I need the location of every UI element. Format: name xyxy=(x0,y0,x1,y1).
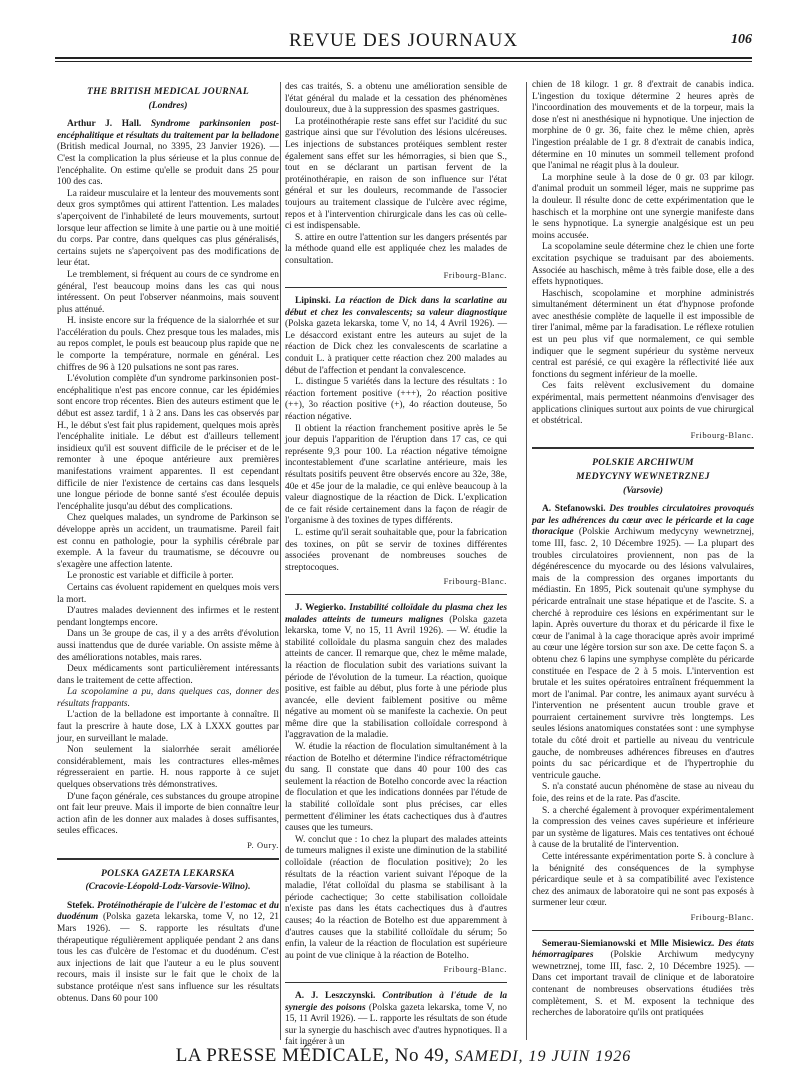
paragraph: S. attire en outre l'attention sur les dangers présentés par la méthode quand elle est appliquée chez les malades de consultation. xyxy=(285,232,507,266)
author-signature: Fribourg-Blanc. xyxy=(443,964,507,975)
article-abstract xyxy=(532,939,754,1020)
section-divider xyxy=(532,447,754,449)
article-divider xyxy=(532,930,754,931)
journal-name: THE BRITISH MEDICAL JOURNAL xyxy=(86,86,250,97)
article-divider xyxy=(285,287,507,288)
column-2 xyxy=(285,82,507,1049)
publication-name: LA PRESSE MÉDICALE, No 49, xyxy=(175,1045,450,1066)
paragraph: D'une façon générale, ces substances du groupe atropine ont fait leur preuve. Mais il importe de bien connaître leur action afin de les donner aux malades à doses suffisantes, seules efficaces. xyxy=(57,791,279,837)
paragraph: L. distingue 5 variétés dans la lecture des résultats : 1o réaction fortement positive (+++), 2o réaction positive (++), 3o réaction positive (+), 4o réaction douteuse, 5o réaction négative. xyxy=(285,377,507,423)
column-1 xyxy=(57,80,279,1005)
paragraph: Ces faits relèvent exclusivement du domaine expérimental, mais permettent néanmoins d'envisager des applications cliniques surtout aux points de vue chirurgical et obstétrical. xyxy=(532,381,754,427)
journal-name: POLSKA GAZETA LEKARSKA xyxy=(100,867,236,879)
article-author: A. Stefanowski. xyxy=(542,504,606,515)
article-divider xyxy=(285,594,507,595)
article-abstract xyxy=(532,504,754,782)
paragraph: Certains cas évoluent rapidement en quelques mois vers la mort. xyxy=(57,582,279,605)
article-title: Des troubles circulatoires provoqués par les adhérences du cœur avec le péricarde et la cage thoracique xyxy=(532,504,755,538)
article-abstract xyxy=(57,901,279,1005)
article-reference: (Polska gazeta lekarska, tome V, no 12, 21 Mars 1926). — S. rapporte les résultats d'une thérapeutique régulièrement appliquée pendant 2 ans dans tous les cas d'ulcère de l'estomac et du duodénum. C'est aux injections de lait que l'auteur a eu le plus souvent recours, mais il insiste sur le fait que le choix de la substance protéique n'est sans influence sur les résultats obtenus. Dans 60 pour 100 xyxy=(57,912,279,1004)
journal-name-line-2: MEDYCYNY WEWNETRZNEJ xyxy=(576,471,710,482)
paragraph: Non seulement la sialorrhée serait améliorée considérablement, mais les contractures elles-mêmes régresseraient en partie. H. nous rapporte à ce sujet quelques observations très démonstratives. xyxy=(57,745,279,791)
paragraph: La morphine seule à la dose de 0 gr. 03 par kilogr. d'animal produit un sommeil léger, mais ne supprime pas la douleur. Il résulte donc de cette expérimentation que le haschisch et la morphine ont une synergie manifeste dans le sens hypnotique. La synergie analgésique est un peu moins accusée. xyxy=(532,172,754,241)
paragraph: La protéinothérapie reste sans effet sur l'acidité du suc gastrique ainsi que sur l'évolution des lésions ulcéreuses. Les injections de substances protéiques semblent rester également sans effet sur les hémorragies, si bien que S., tout en se déclarant un partisan fervent de la protéinothérapie, en raison de son influence sur l'état général et sur les douleurs, recommande de l'associer toujours au traitement classique de l'ulcère avec régime, repos et à l'intervention chirurgicale dans les cas où celle-ci est indispensable. xyxy=(285,116,507,232)
article-title: Contribution à l'étude de la synergie des poisons xyxy=(285,990,508,1013)
section-title: REVUE DES JOURNAUX xyxy=(288,30,519,51)
article-author: Arthur J. Hall. xyxy=(67,119,142,130)
paragraph: S. a cherché également à provoquer expérimentalement la compression des veines caves supérieure et inférieure par un système de ligatures. Mais ces tentatives ont échoué à cause de la brutalité de l'intervention. xyxy=(532,805,754,851)
paragraph: Le tremblement, si fréquent au cours de ce syndrome en général, l'est beaucoup moins dans les cas qui nous intéressent. On peut l'observer néanmoins, mais souvent plus atténué. xyxy=(57,269,279,315)
article-abstract xyxy=(57,119,279,189)
article-title: Instabilité colloïdale du plasma chez les malades atteints de tumeurs malignes xyxy=(285,602,507,625)
article-title: Des états hémorragipares xyxy=(532,938,754,961)
author-signature: Fribourg-Blanc. xyxy=(443,576,507,587)
journal-city: (Cracovie-Léopold-Lodz-Varsovie-Wilno). xyxy=(85,881,251,893)
article-title: Syndrome parkinsonien post-encéphalitique et résultats du traitement par la belladone xyxy=(57,119,280,141)
page-footer xyxy=(55,1045,752,1067)
article-reference: (Polska gazeta lekarska, tome V, no 15, 11 Avril 1926). — L. rapporte les résultats de son étude sur la synergie du haschisch avec d'autres hypnotiques. Il a fait ingérer à un xyxy=(285,1002,507,1048)
header-rule-thin xyxy=(55,61,752,62)
paragraph: des cas traités, S. a obtenu une amélioration sensible de l'état général du malade et la cessation des phénomènes douloureux, due à la suppression des spasmes gastriques. xyxy=(285,82,507,116)
author-signature: P. Oury. xyxy=(247,840,279,850)
column-divider xyxy=(526,82,527,1040)
article-abstract xyxy=(285,296,507,377)
article-reference: (British medical Journal, no 3395, 23 Janvier 1926). — C'est la complication la plus sérieuse et la plus connue de l'encéphalite. On estime qu'elle se produit dans 25 pour 100 des cas. xyxy=(57,142,279,188)
column-3 xyxy=(532,80,754,1020)
paragraph: La raideur musculaire et la lenteur des mouvements sont deux gros symptômes qui attirent l'attention. Les malades s'aperçoivent de l'inhabileté de leurs mouvements, surtout lorsque leur affection se limite à une partie ou à une moitié du corps. Par contre, dans quelques cas plus généralisés, certains sujets ne s'aperçoivent pas des modifications de leur état. xyxy=(57,188,279,269)
journal-city: (Londres) xyxy=(148,99,188,111)
paragraph: L. estime qu'il serait souhaitable que, pour la fabrication des toxines, on pût se servir de toxines différentes associées provenant de nombreuses souches de streptocoques. xyxy=(285,527,507,573)
article-reference: (Polska gazeta lekarska, tome V, no 15, 11 Avril 1926). — W. étudie la stabilité colloïdale du plasma sanguin chez des malades atteints de cancer. Il remarque que, chez le même malade, la réaction de floculation subit des variations suivant la période de l'évolution de la tumeur. La réaction, quoique positive, est faible au début, plus forte à une période plus avancée, elle devient faiblement positive ou même négative au moment où se manifeste la cachexie. On peut même dire que la stabilisation colloïdale correspond à l'aggravation de la maladie. xyxy=(285,614,507,741)
article-abstract xyxy=(285,991,507,1049)
header-rule xyxy=(55,57,752,59)
page-header xyxy=(55,30,752,52)
paragraph: W. étudie la réaction de floculation simultanément à la réaction de Botelho et détermine l'indice réfractométrique du sang. Il constate que dans 40 pour 100 des cas seulement la réaction de Botelho concorde avec la réaction de floculation et que les indications données par l'étude de la stabilité colloïdale sont plus précises, car elles permettent d'éliminer les états cachectiques dus à d'autres causes que les tumeurs. xyxy=(285,742,507,834)
article-abstract xyxy=(285,603,507,742)
article-author: Lipinski. xyxy=(295,296,331,307)
article-author: Semerau-Siemianowski et Mlle Misiewicz. xyxy=(542,938,715,949)
article-reference: (Polska gazeta lekarska, tome V, no 14, 4 Avril 1926). — Le désaccord existant entre les auteurs au sujet de la réaction de Dick chez les convalescents de scarlatine a conduit L. à pratiquer cette réaction chez 200 malades au début de l'affection et pendant la convalescence. xyxy=(285,319,507,376)
article-reference: (Polskie Archiwum medycyny wewnetrznej, tome III, fasc. 2, 10 Décembre 1925). — La plupart des troubles circulatoires proviennent, non pas de la dégénérescence du myocarde ou des lésions valvulaires, mais de la compression des organes importants du médiastin. En 1895, Pick soutenait qu'une symphyse du péricarde entraînait une stase hépatique et de l'ascite. S. a cherché à reproduire ces lésions en expérimentant sur le lapin. Après ouverture du thorax et du péricarde il fixe le cœur de l'animal à la cage thoracique après avoir imprimé au cœur une légère torsion sur son axe. De cette façon S. a obtenu chez 6 lapins une symphyse complète du péricarde constituée en l'espace de 2 à 5 mois. L'intervention est brutale et les suites opératoires entraînent fréquemment la mort de l'animal. Par contre, les animaux ayant survécu à l'intervention ne présentent aucun trouble grave et pourraient certainement survivre très longtemps. Les seules lésions anatomiques constatées sont : une symphyse totale du côté droit et partielle au niveau du ventricule gauche, de nombreuses adhérences fibreuses en d'autres points du sac péricardique et de l'hypertrophie du ventricule gauche. xyxy=(532,527,754,781)
paragraph: Le pronostic est variable et difficile à porter. xyxy=(67,571,234,582)
article-title: La réaction de Dick dans la scarlatine au début et chez les convalescents; sa valeur diagnostique xyxy=(285,296,507,318)
author-signature: Fribourg-Blanc. xyxy=(690,911,754,922)
section-divider xyxy=(57,858,279,860)
paragraph: chien de 18 kilogr. 1 gr. 8 d'extrait de canabis indica. L'ingestion du toxique détermine 2 heures après de l'incoordination des mouvements et de la torpeur, mais la dose n'est ni anesthésique ni hypnotique. Une injection de morphine de 0 gr. 36, faite chez le même chien, après l'ingestion préalable de 1 gr. 8 d'extrait de canabis indica, détermine en 10 minutes un sommeil tellement profond que l'animal ne réagit plus à la douleur. xyxy=(532,80,754,172)
article-reference: (Polskie Archiwum medycyny wewnetrznej, tome III, fasc. 2, 10 Décembre 1925). — Dans cet important travail de clinique et de laboratoire contenant de nombreuses observations étudiées très complètement, S. et M. exposent la technique des recherches de laboratoire qu'ils ont pratiquées xyxy=(532,950,755,1019)
paragraph: L'action de la belladone est importante à connaître. Il faut la prescrire à haute dose, LX à LXXX gouttes par jour, en surveillant le malade. xyxy=(57,710,279,744)
paragraph: Il obtient la réaction franchement positive après le 5e jour depuis l'apparition de l'éruption dans 17 cas, ce qui représente 9,3 pour 100. La réaction négative témoigne incontestablement d'une scarlatine antérieure, mais les résultats positifs peuvent être observés encore au 32e, 38e, 40e et 45e jour de la maladie, ce qui enlève beaucoup à la valeur diagnostique de la réaction de Dick. L'explication de ce fait réside certainement dans la façon de réagir de l'organisme à des toxines de types différents. xyxy=(285,423,507,527)
author-signature: Fribourg-Blanc. xyxy=(443,269,507,280)
journal-city: (Varsovie) xyxy=(623,484,663,496)
article-author: A. J. Leszczynski. xyxy=(295,990,376,1001)
journal-name: POLSKIE ARCHIWUM xyxy=(592,457,694,469)
publication-date: SAMEDI, 19 JUIN 1926 xyxy=(454,1048,632,1065)
paragraph: L'évolution complète d'un syndrome parkinsonien post-encéphalitique n'est pas encore connue, car les épidémies sont encore trop récentes. Bien des auteurs estiment que le début est assez tardif, 1 à 2 ans. Dans les cas observés par H., le début s'est fait plus rapidement, quelques mois après l'encéphalite initiale. Le début est d'ailleurs tellement insidieux qu'il est souvent difficile de le préciser et de le remonter à une époque antérieure aux premières manifestations vraiment apparentes. Il est cependant difficile de nier l'existence de certains cas dans lesquels une longue période de bonne santé s'est écoulée depuis l'encéphalite jusqu'au début des complications. xyxy=(57,374,279,512)
paragraph: W. conclut que : 1o chez la plupart des malades atteints de tumeurs malignes il existe une diminution de la stabilité colloïdale (réaction de floculation positive); 2o les résultats de la réaction varient suivant l'époque de la maladie, l'état colloïdal du plasma se stabilisant à la période cachectique; 3o cette stabilisation colloïdale n'existe pas dans les états cachectiques dus à d'autres causes; 4o la réaction de Botelho est due apparemment à d'autres causes que la stabilité colloïdale du sérum; 5o enfin, la valeur de la réaction de floculation est supérieure au point de vue clinique à la réaction de Botelho. xyxy=(285,834,507,961)
article-title: Protéinothérapie de l'ulcère de l'estomac et du duodénum xyxy=(57,900,279,923)
paragraph: Cette intéressante expérimentation porte S. à conclure à la bénignité des conséquences de la symphyse péricardique seule et à sa compatibilité avec l'existence chez des animaux de laboratoire qui ne sont pas exposés à surmener leur cœur. xyxy=(532,852,754,909)
column-divider xyxy=(280,82,281,1040)
paragraph: Haschisch, scopolamine et morphine administrés simultanément déterminent un état d'hypnose profonde avec anesthésie complète de laquelle il est impossible de tirer l'animal, même par la faradisation. Le réflexe rotulien est un peu plus vif que normalement, ce qui semble indiquer que le segment supérieur du système nerveux central est parésié, ce qui exagère la réflectivité liée aux fonctions du segment inférieur de la moelle. xyxy=(532,288,754,380)
paragraph: Dans un 3e groupe de cas, il y a des arrêts d'évolution aussi inattendus que de durée variable. On assiste même à des améliorations notables, mais rares. xyxy=(57,629,279,663)
paragraph: H. insiste encore sur la fréquence de la sialorrhée et sur l'accélération du pouls. Chez presque tous les malades, mis au repos complet, le pouls est beaucoup plus rapide que ne le comporte la température, normale en général. Les chiffres de 96 à 120 pulsations ne sont pas rares. xyxy=(57,316,279,373)
page-number: 106 xyxy=(731,32,752,47)
paragraph: D'autres malades deviennent des infirmes et le restent pendant longtemps encore. xyxy=(57,606,279,628)
paragraph: La scopolamine seule détermine chez le chien une forte excitation psychique se traduisant par des aboiements. Associée au haschisch, même à très faible dose, elle a des effets hypnotiques. xyxy=(532,242,754,288)
paragraph: Deux médicaments sont particulièrement intéressants dans le traitement de cette affection. xyxy=(57,664,279,686)
article-divider xyxy=(285,982,507,983)
paragraph: S. n'a constaté aucun phénomène de stase au niveau du foie, des reins et de la rate. Pas d'ascite. xyxy=(532,782,754,805)
paragraph: Chez quelques malades, un syndrome de Parkinson se développe après un accident, un traumatisme. Pareil fait est connu en pathologie, pour la syphilis cérébrale par exemple. A la faveur du traumatisme, se découvre ou s'exagère une affection latente. xyxy=(57,513,279,570)
article-author: Stefek. xyxy=(67,900,95,911)
article-author: J. Wegierko. xyxy=(295,602,346,613)
author-signature: Fribourg-Blanc. xyxy=(690,429,754,440)
paragraph: La scopolamine a pu, dans quelques cas, donner des résultats frappants. xyxy=(57,687,279,709)
